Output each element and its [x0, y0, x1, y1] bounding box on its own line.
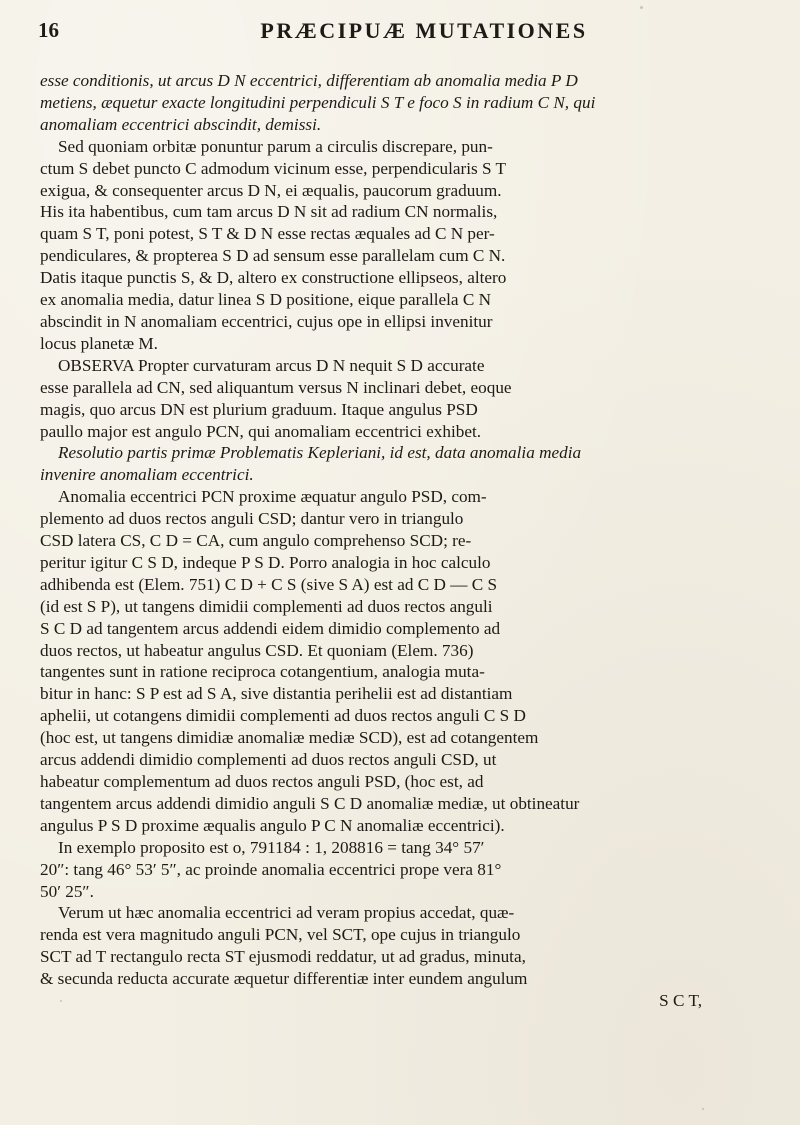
text-line: tangentem arcus addendi dimidio anguli S C D anomaliæ mediæ, ut obtineatur — [40, 793, 580, 813]
text-line: tangentes sunt in ratione reciproca cotangentium, analogia muta- — [40, 662, 485, 682]
text-line: In exemplo proposito est o, 791184 : 1, 208816 = tang 34° 57′ — [58, 837, 485, 857]
text-line: (id est S P), ut tangens dimidii complementi ad duos rectos anguli — [40, 596, 493, 616]
text-line: Anomalia eccentrici PCN proxime æquatur angulo PSD, com- — [58, 487, 487, 507]
text-line: S C T, — [659, 991, 702, 1011]
text-line: 50′ 25″. — [40, 881, 94, 901]
running-title: PRÆCIPUÆ MUTATIONES — [260, 18, 588, 43]
text-line: metiens, æquetur exacte longitudini perpendiculi S T e foco S in radium C N, qui — [40, 92, 596, 112]
paper-speck — [60, 1000, 62, 1002]
text-line: angulus P S D proxime æqualis angulo P C N anomaliæ eccentrici). — [40, 815, 505, 835]
paper-speck — [702, 1108, 704, 1110]
text-line: Resolutio partis primæ Problematis Kepleriani, id est, data anomalia media — [58, 443, 582, 463]
text-line: 20″: tang 46° 53′ 5″, ac proinde anomalia eccentrici prope vera 81° — [40, 859, 502, 879]
text-line: His ita habentibus, cum tam arcus D N sit ad radium CN normalis, — [40, 202, 498, 222]
text-line: arcus addendi dimidio complementi ad duos rectos anguli CSD, ut — [40, 750, 497, 770]
text-line: esse conditionis, ut arcus D N eccentrici, differentiam ab anomalia media P D — [40, 71, 578, 90]
text-line: Verum ut hæc anomalia eccentrici ad veram propius accedat, quæ- — [58, 903, 515, 923]
text-line: aphelii, ut cotangens dimidii complementi ad duos rectos anguli C S D — [40, 706, 526, 726]
text-line: (hoc est, ut tangens dimidiæ anomaliæ mediæ SCD), est ad cotangentem — [40, 728, 539, 748]
text-line: magis, quo arcus DN est plurium graduum. Itaque angulus PSD — [40, 399, 478, 419]
text-line: duos rectos, ut habeatur angulus CSD. Et quoniam (Elem. 736) — [40, 640, 474, 660]
body-text — [40, 70, 762, 1012]
text-line: ex anomalia media, datur linea S D positione, eique parallela C N — [40, 290, 492, 310]
paper-speck — [640, 6, 643, 9]
text-line: Datis itaque punctis S, & D, altero ex constructione ellipseos, altero — [40, 268, 507, 288]
text-line: anomaliam eccentrici abscindit, demissi. — [40, 114, 322, 134]
text-line: quam S T, poni potest, S T & D N esse rectas æquales ad C N per- — [40, 224, 495, 244]
text-line: OBSERVA Propter curvaturam arcus D N nequit S D accurate — [58, 355, 485, 375]
text-line: paullo major est angulo PCN, qui anomaliam eccentrici exhibet. — [40, 421, 482, 441]
text-line: exigua, & consequenter arcus D N, ei æqualis, paucorum graduum. — [40, 180, 502, 200]
text-line: invenire anomaliam eccentrici. — [40, 465, 254, 485]
text-line: locus planetæ M. — [40, 333, 158, 353]
text-line: peritur igitur C S D, indeque P S D. Porro analogia in hoc calculo — [40, 552, 491, 572]
text-line: esse parallela ad CN, sed aliquantum versus N inclinari debet, eoque — [40, 377, 512, 397]
text-line: CSD latera CS, C D = CA, cum angulo comprehenso SCD; re- — [40, 531, 472, 551]
text-line: habeatur complementum ad duos rectos anguli PSD, (hoc est, ad — [40, 772, 484, 791]
text-line: SCT ad T rectangulo recta ST ejusmodi reddatur, ut ad gradus, minuta, — [40, 947, 526, 967]
text-line: abscindit in N anomaliam eccentrici, cujus ope in ellipsi invenitur — [40, 311, 493, 331]
text-line: renda est vera magnitudo anguli PCN, vel SCT, ope cujus in triangulo — [40, 925, 521, 945]
text-line: & secunda reducta accurate æquetur differentiæ inter eundem angulum — [40, 969, 528, 989]
text-line: plemento ad duos rectos anguli CSD; dantur vero in triangulo — [40, 509, 464, 529]
running-head — [38, 18, 770, 50]
text-line: Sed quoniam orbitæ ponuntur parum a circulis discrepare, pun- — [58, 136, 493, 156]
text-line: pendiculares, & propterea S D ad sensum esse parallelam cum C N. — [40, 246, 506, 266]
page-number: 16 — [38, 18, 59, 42]
text-line: S C D ad tangentem arcus addendi eidem dimidio complemento ad — [40, 618, 501, 638]
text-line: ctum S debet puncto C admodum vicinum esse, perpendicularis S T — [40, 158, 507, 178]
text-line: bitur in hanc: S P est ad S A, sive distantia perihelii est ad distantiam — [40, 684, 513, 704]
text-line: adhibenda est (Elem. 751) C D + C S (sive S A) est ad C D — C S — [40, 574, 498, 594]
